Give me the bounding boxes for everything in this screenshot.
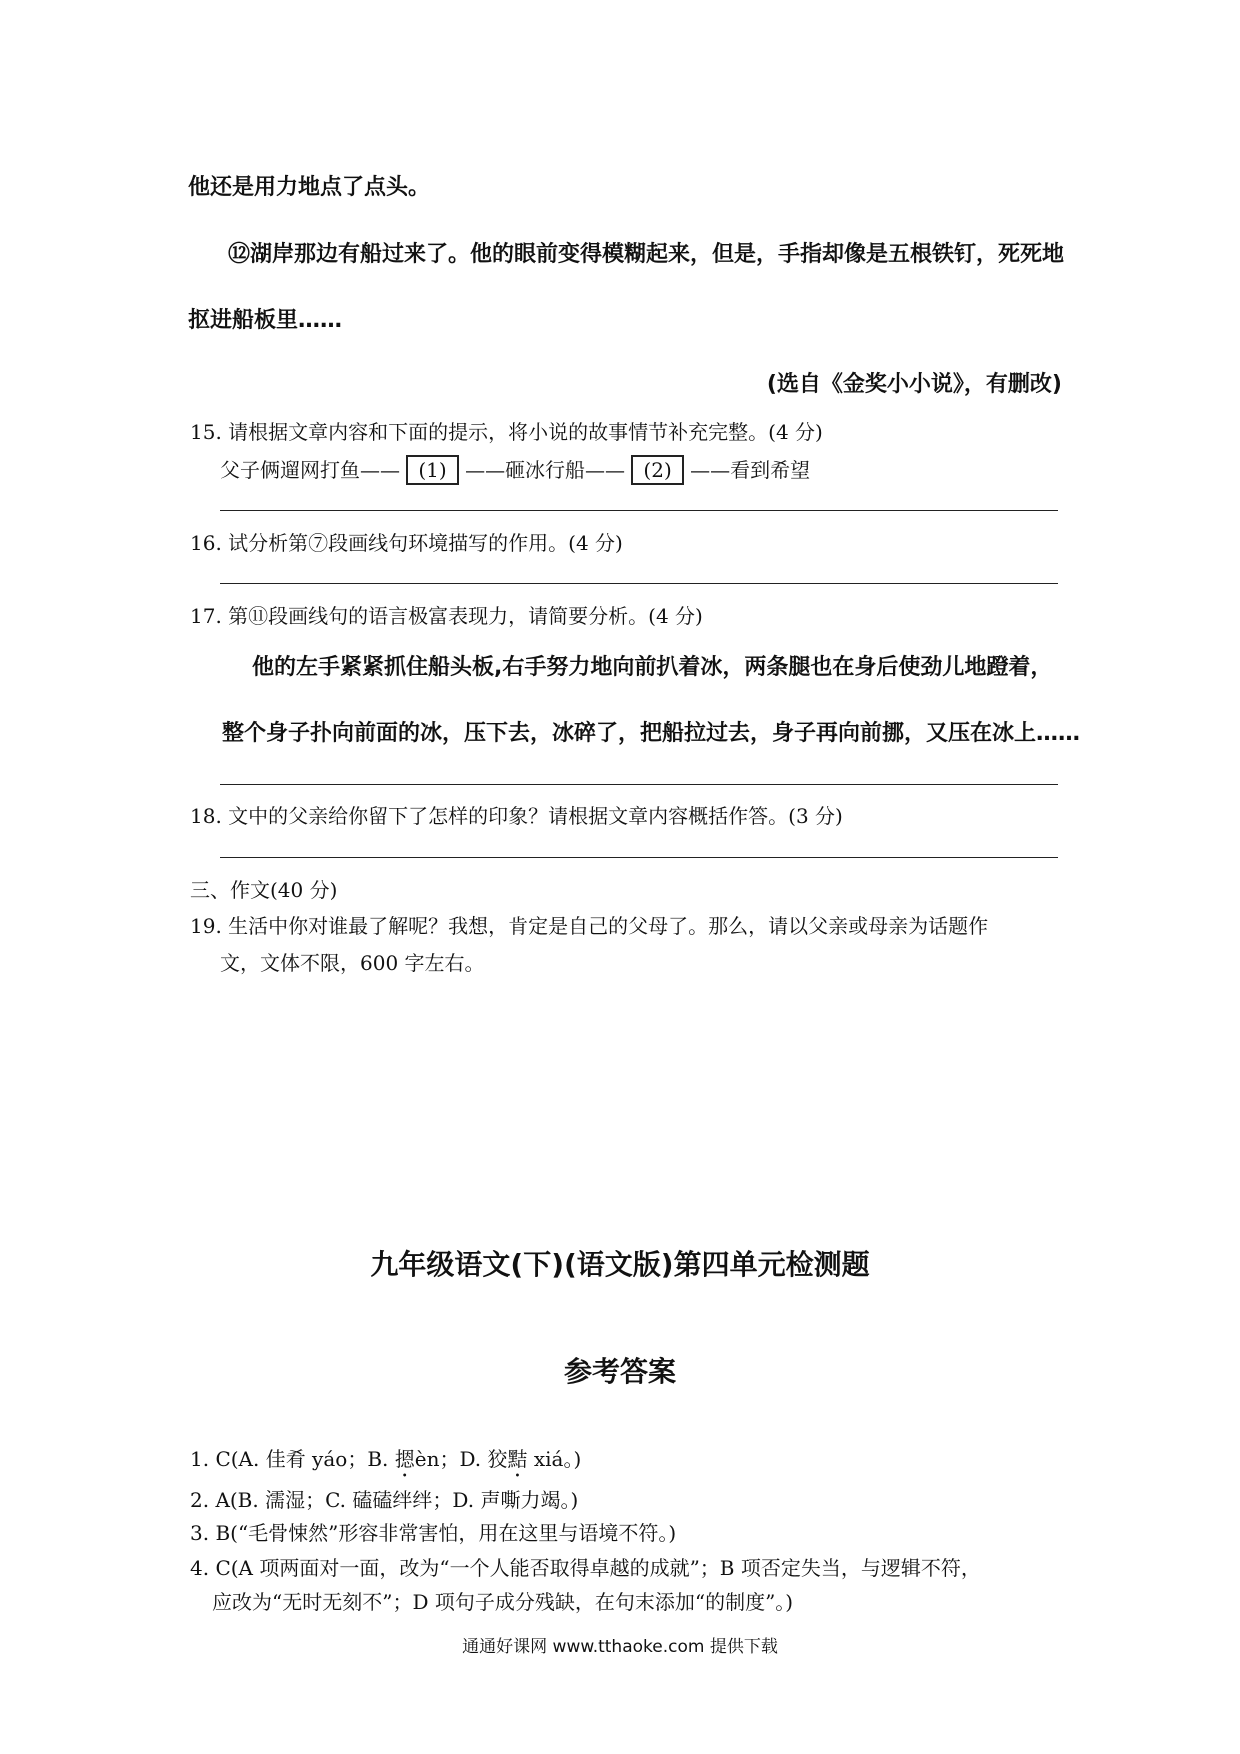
question-17: 17. 第⑪段画线句的语言极富表现力，请简要分析。(4 分) (190, 604, 703, 628)
question-15-plot-flow (220, 454, 810, 485)
answer-section-subtitle: 参考答案 (563, 1355, 676, 1388)
blank-box-2: (2) (631, 455, 683, 485)
answer-3: 3. B(“毛骨悚然”形容非常害怕，用在这里与语境不符。) (190, 1521, 677, 1545)
answer-1-text: 1. C(A. 佳肴 yáo；B. (190, 1447, 395, 1471)
answer-line-15 (220, 510, 1058, 511)
answer-line-16 (220, 583, 1058, 584)
passage-paragraph-12-line2: 抠进船板里…… (188, 308, 343, 333)
answer-1-emph-char: 摁 (394, 1447, 415, 1471)
question-17-quote-line2: 整个身子扑向前面的冰，压下去，冰碎了，把船拉过去，身子再向前挪，又压在冰上…… (222, 721, 1081, 746)
answer-2: 2. A(B. 濡湿；C. 磕磕绊绊；D. 声嘶力竭。) (190, 1488, 579, 1512)
answer-section-title: 九年级语文(下)(语文版)第四单元检测题 (370, 1248, 870, 1281)
answer-1 (190, 1443, 581, 1482)
question-16: 16. 试分析第⑦段画线句环境描写的作用。(4 分) (190, 531, 623, 555)
passage-line: 他还是用力地点了点头。 (188, 175, 431, 200)
page-footer: 通通好课网 www.tthaoke.com 提供下载 (462, 1637, 778, 1657)
question-18: 18. 文中的父亲给你留下了怎样的印象？请根据文章内容概括作答。(3 分) (190, 804, 843, 828)
answer-4-line1: 4. C(A 项两面对一面，改为“一个人能否取得卓越的成就”；B 项否定失当，与逻辑不符， (190, 1556, 981, 1580)
question-19-line2: 文，文体不限，600 字左右。 (220, 951, 485, 975)
question-19-line1: 19. 生活中你对谁最了解呢？我想，肯定是自己的父母了。那么，请以父亲或母亲为话题作 (190, 914, 989, 938)
passage-source: (选自《金奖小小说》，有删改) (766, 372, 1062, 397)
answer-line-18 (220, 857, 1058, 858)
answer-4-line2: 应改为“无时无刻不”；D 项句子成分残缺，在句末添加“的制度”。) (212, 1590, 794, 1614)
passage-paragraph-12-line1: ⑫湖岸那边有船过来了。他的眼前变得模糊起来，但是，手指却像是五根铁钉，死死地 (228, 242, 1065, 267)
question-17-quote-line1: 他的左手紧紧抓住船头板,右手努力地向前扒着冰，两条腿也在身后使劲儿地蹬着， (252, 655, 1053, 680)
answer-line-17 (220, 784, 1058, 785)
composition-heading: 三、作文(40 分) (190, 878, 338, 902)
plot-step-3: ——看到希望 (690, 458, 811, 482)
answer-1-text: èn；D. 狡 (414, 1447, 508, 1471)
plot-step-2: ——砸冰行船—— (465, 458, 626, 482)
answer-1-text: xiá。) (527, 1447, 582, 1471)
plot-step-1: 父子俩遛网打鱼—— (220, 458, 400, 482)
question-15: 15. 请根据文章内容和下面的提示，将小说的故事情节补充完整。(4 分) (190, 420, 823, 444)
blank-box-1: (1) (406, 455, 458, 485)
answer-1-emph-char: 黠 (507, 1447, 528, 1471)
